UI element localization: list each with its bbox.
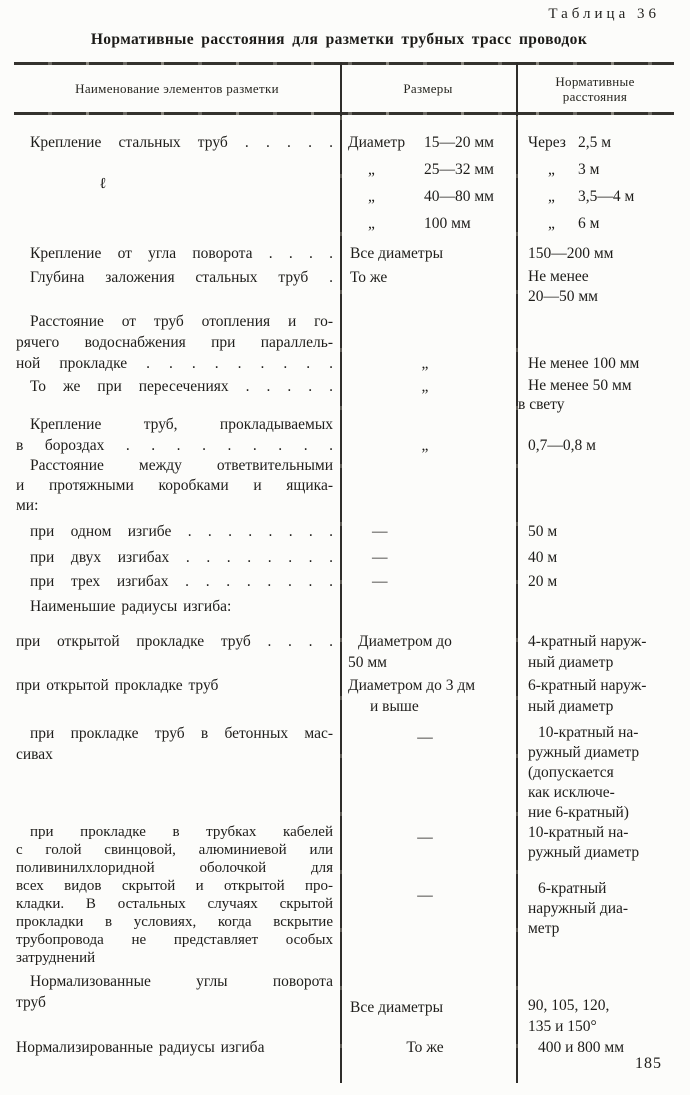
table-vertical-rule [340,62,342,1083]
name-line: Крепление от угла поворота . . . . [30,245,333,262]
distance-line: в свету [518,396,565,413]
row-name [14,823,340,967]
name-line: в бороздах . . . . . . . . . [16,437,333,454]
table-header-row [14,65,674,112]
name-line: То же при пересечениях . . . . . [30,378,333,395]
table-row [14,311,674,374]
ditto-mark: „ [548,215,555,232]
distance-line [528,210,674,237]
column-header-sizes: Размеры [403,81,453,96]
name-line: Наименьшие радиусы изгиба: [30,598,232,615]
row-name [14,1037,340,1059]
table-row [14,723,674,823]
row-size [340,631,516,673]
name-line: при двух изгибах . . . . . . . . [30,549,333,566]
row-name [14,971,340,1037]
row-size: — [372,573,388,590]
row-distance [516,971,674,1037]
row-distance [516,456,674,516]
distance-line: 90, 105, 120, [528,997,610,1014]
table-row [14,971,674,1037]
name-line: и протяжными коробками и ящика- [16,477,333,494]
row-name [14,723,340,823]
table-row [14,675,674,717]
table-row [14,414,674,456]
distance-line: ружный диаметр [528,744,640,761]
size-line: 50 мм [348,654,387,671]
ink-mark-artifact: ℓ [98,175,108,193]
name-line: прокладки в условиях, когда вскрытие [16,914,333,930]
row-distance: 50 м [528,523,558,540]
size-label: Диаметр [348,134,406,151]
row-distance: Не менее 100 мм [528,355,640,372]
ditto-mark: „ [548,188,555,205]
row-name [14,376,340,414]
row-distance [516,675,674,717]
name-line: затруднений [16,950,96,966]
distance-line: метр [528,920,560,937]
row-name [14,520,340,544]
distance-line: ный диаметр [528,698,614,715]
row-name [14,311,340,374]
distance-line: ружный диаметр [528,844,640,861]
name-line: поливинилхлоридной оболочкой для [16,860,333,876]
name-line: Крепление стальных труб . . . . . [30,134,333,151]
name-line: ной прокладке . . . . . . . . . [16,355,333,372]
distance-line: ный диаметр [528,654,614,671]
size-line [348,156,516,183]
ditto-mark: „ [368,215,375,232]
row-distance [516,723,674,823]
row-size: То же [406,1039,444,1056]
table-row [14,823,674,967]
size-line [348,129,516,156]
distance-value: 3 м [578,161,600,178]
name-line: Расстояние от труб отопления и го- [30,313,333,330]
row-size: „ [421,355,429,372]
row-name [14,675,340,717]
name-line: с голой свинцовой, алюминиевой или [16,842,333,858]
row-name [14,570,340,594]
size-line [348,183,516,210]
distance-line: 135 и 150° [528,1018,597,1035]
row-size: „ [421,437,429,454]
row-size: — [417,729,433,746]
name-line: Глубина заложения стальных труб . [30,269,333,286]
distance-line: Не менее 50 мм [528,377,632,394]
size-line: и выше [370,698,419,715]
table-row [14,570,674,594]
table-row [14,129,674,237]
distance-line: 10-кратный на- [528,824,629,841]
distance-line [528,183,674,210]
normative-distances-table [14,62,674,1083]
row-name [14,129,340,237]
row-distance: 40 м [528,549,558,566]
table-row [14,546,674,570]
row-name [14,546,340,570]
row-size [340,675,516,717]
size-value: 100 мм [424,215,471,232]
row-distance: 0,7—0,8 м [528,437,596,454]
table-vertical-rule [516,62,518,1083]
row-name [14,631,340,673]
name-line: всех видов скрытой и открытой про- [16,878,333,894]
name-line: при открытой прокладке труб . . . . [16,633,333,650]
size-line: Диаметром до 3 дм [348,677,476,694]
row-distance [516,823,674,967]
row-distance: 20 м [528,573,558,590]
name-line: Нормализованные углы поворота [30,973,333,990]
size-line [348,210,516,237]
row-distance [516,129,674,237]
name-line: Крепление труб, прокладываемых [30,416,333,433]
row-name [14,243,340,265]
size-value: 15—20 мм [424,134,494,151]
row-size [340,456,516,516]
column-header-name: Наименование элементов разметки [75,81,279,96]
distance-line [528,156,674,183]
row-size: Все диаметры [350,245,444,262]
distance-line: 4-кратный наруж- [528,633,647,650]
table-label: Таблица 36 [548,6,660,22]
name-line: при одном изгибе . . . . . . . . [30,523,333,540]
name-line: Расстояние между ответвительными [30,457,333,474]
distance-line: наружный диа- [528,900,629,917]
size-value: 25—32 мм [424,161,494,178]
size-line: — [417,829,433,846]
table-row [14,1037,674,1059]
table-row [14,267,674,307]
distance-value: 3,5—4 м [578,188,635,205]
row-distance [516,267,674,307]
name-line: сивах [16,746,53,763]
row-size [340,823,516,967]
page-number: 185 [635,1055,662,1072]
page-title: Нормативные расстояния для разметки трубных трасс проводок [90,31,588,48]
row-name [14,414,340,456]
table-row [14,456,674,516]
name-line: труб [16,994,46,1011]
distance-label: Через [528,134,566,151]
row-size: „ [421,378,429,395]
ditto-mark: „ [548,161,555,178]
row-size: — [372,549,388,566]
row-distance: 400 и 800 мм [538,1039,625,1056]
table-row [14,243,674,265]
distance-line: (допускается [528,764,614,781]
table-row [14,376,674,414]
name-line: ми: [16,497,39,514]
name-line: кладки. В остальных случаях скрытой [16,896,333,912]
ditto-mark: „ [368,161,375,178]
row-name [14,596,340,617]
name-line: при открытой прокладке труб [16,677,219,694]
name-line: при прокладке труб в бетонных мас- [30,725,333,742]
distance-line: Не менее [528,268,589,285]
column-header-distances: Нормативные расстояния [555,73,635,104]
distance-line: 6-кратный [538,880,607,897]
size-value: 40—80 мм [424,188,494,205]
row-distance: 150—200 мм [528,245,614,262]
name-line: рячего водоснабжения при параллель- [16,334,333,351]
name-line: при трех изгибах . . . . . . . . [30,573,333,590]
distance-value: 6 м [578,215,600,232]
distance-value: 2,5 м [578,134,612,151]
row-distance [516,596,674,617]
distance-line: как исключе- [528,784,615,801]
ditto-mark: „ [368,188,375,205]
table-row [14,596,674,617]
distance-line: ние 6-кратный) [528,804,629,821]
row-distance [516,631,674,673]
name-line: Нормализированные радиусы изгиба [16,1039,265,1056]
row-size: — [372,523,388,540]
distance-line: 10-кратный на- [538,724,639,741]
size-line: — [417,887,433,904]
table-row [14,520,674,544]
row-name [14,267,340,307]
row-size [340,596,516,617]
size-line: Диаметром до [358,633,452,650]
name-line: трубопровода не представляет особых [16,932,333,948]
row-size: То же [350,269,388,286]
row-size: Все диаметры [350,999,444,1016]
distance-line: 20—50 мм [528,288,598,305]
distance-line [528,129,674,156]
distance-line: 6-кратный наруж- [528,677,647,694]
table-body [14,115,674,1083]
name-line: при прокладке в трубках кабелей [30,824,333,840]
table-row [14,631,674,673]
row-size [340,129,516,237]
row-name [14,456,340,516]
row-distance [516,376,674,414]
